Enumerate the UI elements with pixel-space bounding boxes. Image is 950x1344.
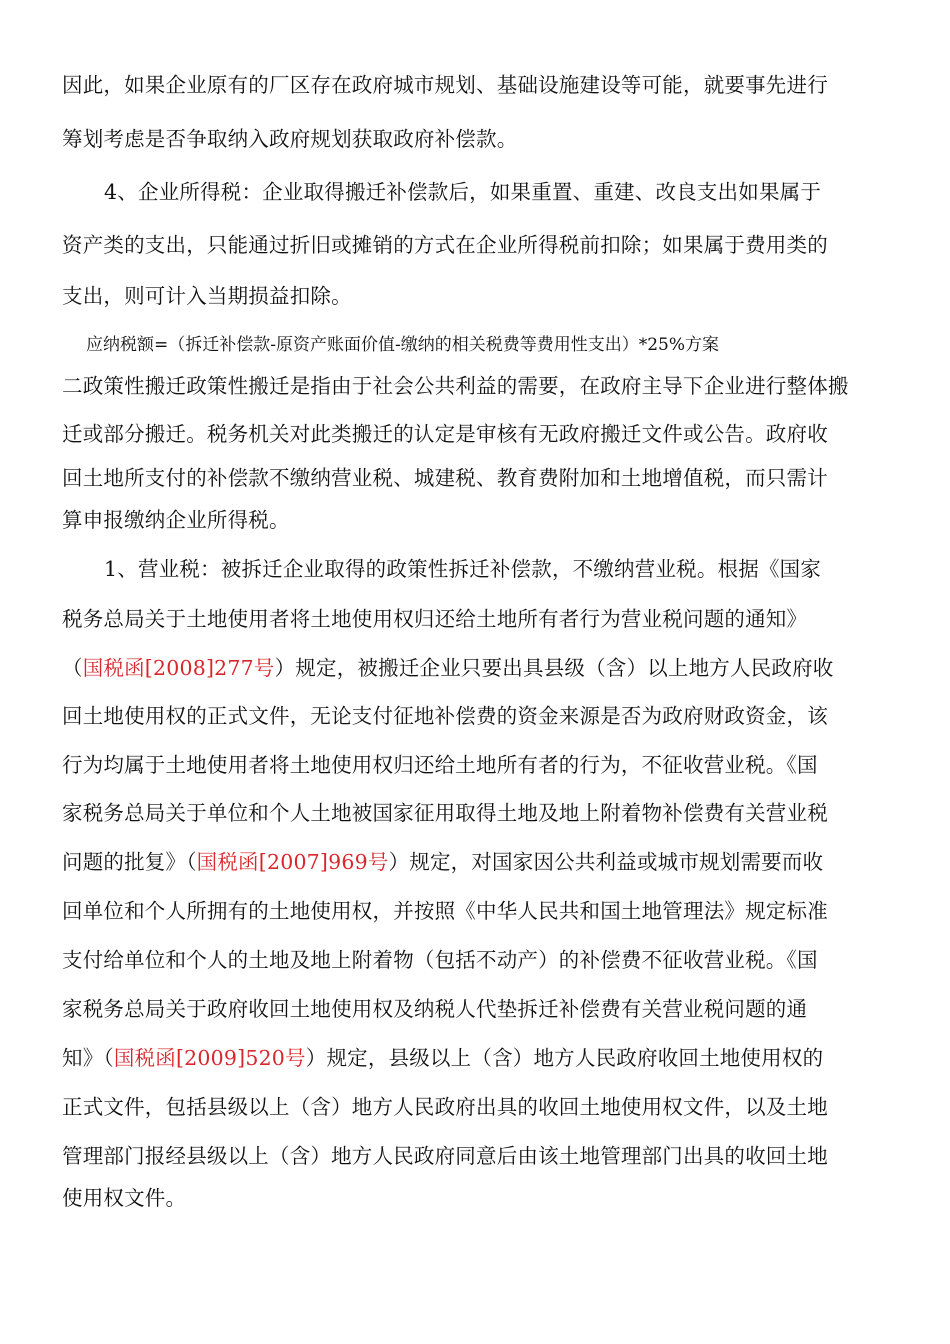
text-line-22 bbox=[62, 1093, 828, 1121]
text-line-7 bbox=[62, 372, 849, 400]
text-segment: 支付给单位和个人的土地及地上附着物（包括不动产）的补偿费不征收营业税。《国 bbox=[62, 948, 818, 972]
text-line-5 bbox=[62, 282, 352, 310]
text-segment: 算申报缴纳企业所得税。 bbox=[62, 508, 290, 532]
text-segment: 行为均属于土地使用者将土地使用权归还给土地所有者的行为，不征收营业税。《国 bbox=[62, 753, 818, 777]
text-segment: 4、企业所得税：企业取得搬迁补偿款后，如果重置、重建、改良支出如果属于 bbox=[104, 180, 822, 204]
text-line-19 bbox=[62, 946, 818, 974]
text-segment: （ bbox=[62, 656, 83, 680]
text-line-3 bbox=[104, 178, 821, 206]
text-line-17 bbox=[62, 848, 823, 876]
text-segment: 回土地使用权的正式文件，无论支付征地补偿费的资金来源是否为政府财政资金，该 bbox=[62, 704, 828, 728]
text-line-11 bbox=[104, 555, 821, 583]
text-segment: 回单位和个人所拥有的土地使用权，并按照《中华人民共和国土地管理法》规定标准 bbox=[62, 899, 828, 923]
text-line-13 bbox=[62, 654, 834, 682]
text-segment: 回土地所支付的补偿款不缴纳营业税、城建税、教育费附加和土地增值税，而只需计 bbox=[62, 466, 828, 490]
text-line-6 bbox=[86, 331, 719, 359]
text-line-10 bbox=[62, 506, 290, 534]
text-line-23 bbox=[62, 1142, 828, 1170]
document-reference-link: 国税函[2008]277号 bbox=[82, 656, 275, 680]
text-segment: ）规定，对国家因公共利益或城市规划需要而收 bbox=[388, 850, 824, 874]
text-segment: 二政策性搬迁政策性搬迁是指由于社会公共利益的需要，在政府主导下企业进行整体搬 bbox=[62, 374, 849, 398]
text-segment: 管理部门报经县级以上（含）地方人民政府同意后由该土地管理部门出具的收回土地 bbox=[62, 1144, 828, 1168]
text-segment: 因此，如果企业原有的厂区存在政府城市规划、基础设施建设等可能，就要事先进行 bbox=[62, 73, 828, 97]
text-segment: 家税务总局关于单位和个人土地被国家征用取得土地及地上附着物补偿费有关营业税 bbox=[62, 801, 828, 825]
text-line-2 bbox=[62, 125, 517, 153]
text-segment: 税务总局关于土地使用者将土地使用权归还给土地所有者行为营业税问题的通知》 bbox=[62, 607, 808, 631]
text-line-16 bbox=[62, 799, 828, 827]
text-line-1 bbox=[62, 71, 828, 99]
text-segment: 迁或部分搬迁。税务机关对此类搬迁的认定是审核有无政府搬迁文件或公告。政府收 bbox=[62, 422, 828, 446]
text-line-20 bbox=[62, 995, 807, 1023]
text-line-21 bbox=[62, 1044, 823, 1072]
text-segment: ）规定，县级以上（含）地方人民政府收回土地使用权的 bbox=[305, 1046, 824, 1070]
text-line-4 bbox=[62, 231, 828, 259]
text-segment: 家税务总局关于政府收回土地使用权及纳税人代垫拆迁补偿费有关营业税问题的通 bbox=[62, 997, 808, 1021]
text-segment: 问题的批复》（ bbox=[62, 850, 197, 874]
document-reference-link: 国税函[2007]969号 bbox=[196, 850, 389, 874]
text-segment: 使用权文件。 bbox=[62, 1186, 187, 1210]
text-segment: ）规定，被搬迁企业只要出具县级（含）以上地方人民政府收 bbox=[274, 656, 834, 680]
text-segment: 正式文件，包括县级以上（含）地方人民政府出具的收回土地使用权文件，以及土地 bbox=[62, 1095, 828, 1119]
text-segment: 应纳税额=（拆迁补偿款-原资产账面价值-缴纳的相关税费等费用性支出）*25%方案 bbox=[86, 335, 720, 355]
text-segment: 支出，则可计入当期损益扣除。 bbox=[62, 284, 352, 308]
text-segment: 资产类的支出，只能通过折旧或摊销的方式在企业所得税前扣除；如果属于费用类的 bbox=[62, 233, 828, 257]
text-line-8 bbox=[62, 420, 828, 448]
text-line-9 bbox=[62, 464, 828, 492]
text-line-15 bbox=[62, 751, 818, 779]
text-line-12 bbox=[62, 605, 807, 633]
text-line-18 bbox=[62, 897, 828, 925]
text-line-14 bbox=[62, 702, 828, 730]
text-segment: 筹划考虑是否争取纳入政府规划获取政府补偿款。 bbox=[62, 127, 518, 151]
text-segment: 知》（ bbox=[62, 1046, 114, 1070]
text-segment: 1、营业税：被拆迁企业取得的政策性拆迁补偿款，不缴纳营业税。根据《国家 bbox=[104, 557, 822, 581]
text-line-24 bbox=[62, 1184, 186, 1212]
document-reference-link: 国税函[2009]520号 bbox=[113, 1046, 306, 1070]
